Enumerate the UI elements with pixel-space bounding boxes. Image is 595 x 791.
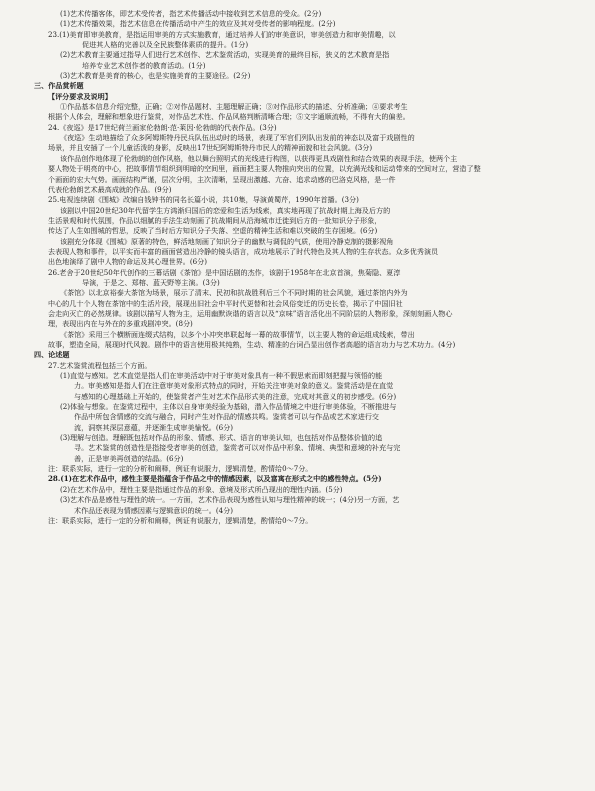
- text-line: 个画面的宏大气势。画面结构严谨，层次分明，主次清晰，呈现出激越、亢奋、追求动感的巴洛克风格，是一件: [48, 174, 396, 184]
- text-line: 术作品还表现为情感因素与逻辑意识的统一。(4分): [74, 505, 234, 515]
- text-line: (2)体验与想象。在鉴赏过程中，主体以自身审美经验为基础，潜入作品情境之中进行审美体验，不断推进与: [60, 402, 397, 412]
- text-line: (2)在艺术作品中，理性主要是指通过作品的形象、意境及形式所凸现出的理性内涵。(5分): [60, 484, 343, 494]
- text-line: 25.电视连续剧《围城》改编自钱钟书的同名长篇小说，共10集，导演黄蜀芹，1990年首播。(3分): [48, 195, 359, 205]
- text-line: 故事，塑造全局，展现时代风貌。剧作中的语言使用极其纯熟，生动、精准的台词凸显出创作者高超的语言功力与艺术功力。(4分): [48, 340, 456, 349]
- text-line: 出色地演绎了剧中人物的命运及其心理世界。(6分): [48, 257, 208, 267]
- text-line: (1)直觉与感知。艺术直觉是指人们在审美活动中对于审美对象具有一种不假思索而即刻把握与领悟的能: [60, 371, 383, 381]
- text-line: 会走向灭亡的必然规律。该剧以描写人物为主，运用幽默诙谐的语言以及“京味”语言活化出不同阶层的人物形象，深刻刻画人物心: [48, 308, 453, 318]
- text-line: 【评分要求及说明】: [48, 91, 112, 101]
- text-line: 该剧充分体现《围城》原著的特色，鲜活地刻画了知识分子的幽默与调侃的气质，使用冷静克制的摄影视角: [60, 236, 394, 246]
- text-line: 作品中所包含情感的交流与融合，同时产生对作品的情感共鸣。鉴赏者可以与作品或艺术家进行交: [74, 412, 380, 422]
- text-line: 去表现人物和事件，以平实而丰富的画面营造出冷静的镜头语言，成功地展示了时代特色及其人物的生存状态。众多优秀演员: [48, 246, 439, 256]
- section-heading: 四、论述题: [34, 350, 70, 360]
- text-line: (3)艺术教育是美育的核心，也是实施美育的主要途径。(2分): [60, 71, 251, 81]
- text-line: (2)艺术教育主要通过指导人们进行艺术创作、艺术鉴赏活动，实现美育的最终目标，狭义的艺术教育是指: [60, 50, 390, 60]
- text-line: 注：联系实际，进行一定的分析和阐释，例证有说服力，逻辑清楚，酌情给0～7分。: [48, 464, 313, 474]
- text-line: (3)理解与创造。理解既包括对作品的形象、情感、形式、语言的审美认知，也包括对作品整体价值的追: [60, 433, 383, 443]
- text-line: 生活景观和时代氛围，作品以细腻的手法生动刻画了抗战期间从沿海城市迁徙到后方的一批知识分子形象，: [48, 215, 382, 225]
- text-line: 23.(1)美育即审美教育，是指运用审美的方式实施教育，通过培养人们的审美意识，审美创造力和审美情趣，以: [48, 29, 396, 39]
- text-line: (1)艺术传播客体，即艺术受传者，指艺术传播活动中接收到艺术信息的受众。(2分): [60, 9, 322, 18]
- text-line: 力。审美感知是指人们在注意审美对象形式特点的同时，开始关注审美对象的意义。鉴赏活动是在直觉: [74, 381, 394, 391]
- text-line: 善，正是审美再创造的结晶。(6分): [74, 453, 184, 463]
- text-line: 传达了人生如围城的哲思，反映了当时后方知识分子失落、空虚的精神生活和难以突破的生存困境。(6分): [48, 226, 378, 236]
- section-heading: 三、作品赏析题: [34, 81, 84, 91]
- text-line: 根据个人体会，理解和想象进行鉴赏，对作品艺术性、作品风格判断清晰合理；⑤文字通顺流畅，不得有大的偏差。: [48, 112, 410, 122]
- text-line: 中心的几十个人物在茶馆中的生活片段，展现出旧社会中平时代更替和社会风俗变迁的历史长卷，揭示了中国旧社: [48, 298, 403, 308]
- text-line: 代表伦勃朗艺术最高成就的作品。(9分): [48, 184, 172, 194]
- text-line: 27.艺术鉴赏流程包括三个方面。: [48, 360, 152, 370]
- text-line: (1)艺术传播效果，指艺术信息在传播活动中产生的效应及其对受传者的影响程度。(2分): [60, 19, 336, 29]
- text-line: 理，表现出内在与外在的多重戏剧冲突。(8分): [48, 319, 193, 329]
- text-line: 促进其人格的完善以及全民族整体素质的提升。(1分): [82, 40, 249, 50]
- text-line: 该作品创作地体现了伦勃朗的创作风格，他以舞台照明式的光线进行构图，以获得更具戏剧性和结合效果的表现手法，使两个主: [60, 153, 458, 163]
- text-line: 24.《夜巡》是17世纪荷兰画家伦勃朗·范·莱因·伦勃朗的代表作品。(3分): [48, 122, 277, 132]
- text-line: 26.老舍于20世纪50年代创作的三幕话剧《茶馆》是中国话剧的杰作，该剧于1958年在北京首演，焦菊隐、夏淳: [48, 267, 401, 277]
- text-line: 该剧以中国20世纪30年代留学生方鸿渐归国后的恋爱和生活为线索，真实地再现了抗战时期上海及后方的: [60, 205, 391, 215]
- text-line: ①作品基本信息介绍完整，正确；②对作品题材、主题理解正确；③对作品形式的描述、分析准确；④要求考生: [60, 102, 408, 112]
- text-line: 场景，并且安插了一个儿童活泼的身影，反映出17世纪阿姆斯特丹市民人的精神面貌和社会风貌。(3分): [48, 143, 373, 153]
- text-line: (3)艺术作品是感性与理性的统一。一方面，艺术作品表现为感性认知与理性精神的统一；(4分)另一方面，艺: [60, 495, 400, 505]
- text-line: 与感知的心理基础上开始的，使鉴赏者产生对艺术作品形式美的注意，完成对其意义的初步感受。(6分): [74, 391, 397, 401]
- text-line: 流，洞察其深层意蕴，并逐渐生成审美愉悦。(6分): [74, 422, 234, 432]
- text-line: 注：联系实际，进行一定的分析和阐释，例证有说服力，逻辑清楚，酌情给0～7分。: [48, 515, 313, 525]
- text-line: 《夜巡》生动地描绘了众多阿姆斯特丹民兵队伍出动时的场景，表现了军官们列队出发前的神态以及富于戏剧性的: [60, 133, 415, 143]
- text-line: 寻。艺术鉴赏的创造性是指接受者审美的创造，鉴赏者可以对作品中形象、情境、典型和意境的补充与完: [74, 443, 401, 453]
- text-line: 《茶馆》以北京裕泰大茶馆为场景，展示了清末、民初和抗战胜利后三个不同时期的社会风貌，通过茶馆内外为: [60, 288, 408, 298]
- text-line: 培养专业艺术创作者的教育活动。(1分): [82, 60, 206, 70]
- text-line: 《茶馆》采用三个横断面连缀式结构，以多个小冲突串联起每一幕的故事情节，以主要人物的命运组成线索，带出: [60, 329, 415, 339]
- text-line: 要人物处于明亮的中心，把故事情节组织到明暗的空间里，画面把主要人物推向突出的位置，以充满光线和运动带来的空间对立，营造了整: [48, 164, 481, 174]
- text-line: 导演，于是之、郑榕、蓝天野等主演。(3分): [82, 277, 220, 287]
- text-line: 28.(1)在艺术作品中，感性主要是指蕴含于作品之中的情感因素，以及富寓在形式之中的感性特点。(5分): [48, 474, 382, 484]
